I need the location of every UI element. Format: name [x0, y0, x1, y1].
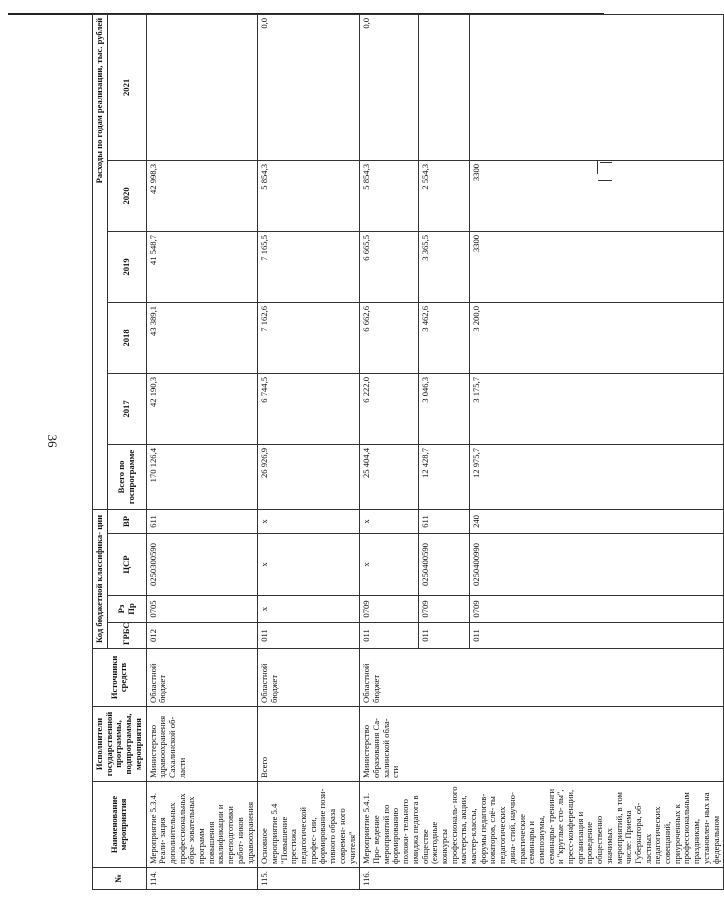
expenses-table [92, 14, 724, 890]
header-name: Наименование мероприятия [93, 782, 147, 868]
row-total: 26 926,9 [258, 444, 360, 509]
row-2019: 3 365,5 [418, 231, 469, 302]
header-budget-code: Код бюджетной классифика- ции [93, 509, 108, 648]
row-name: Мероприятие 5.3.4. Реали- зация дополнительных профессиональных обра- зовательных программ повышения квалификации и переподготовки работ- ников здравоохранения [146, 782, 258, 868]
row-rzpr: x [258, 596, 360, 623]
header-source: Источники средств [93, 649, 147, 707]
row-total: 12 428,7 [418, 444, 469, 509]
header-csr: ЦСР [107, 534, 146, 596]
row-total: 25 404,4 [360, 444, 419, 509]
row-2017: 3 175,7 [469, 373, 724, 444]
header-2021: 2021 [107, 14, 146, 160]
header-vr: ВР [107, 509, 146, 533]
rotated-table-container [92, 17, 721, 890]
row-2020: 42 998,3 [146, 160, 258, 231]
table-row [146, 14, 258, 889]
header-executor: Исполнители государственной программы, подпрограммы, мероприятия [93, 707, 147, 782]
row-2018: 6 662,6 [360, 302, 419, 373]
row-rzpr: 0709 [418, 596, 469, 623]
row-grbs: 011 [258, 623, 360, 649]
row-vr: 611 [146, 509, 258, 533]
row-grbs: 012 [146, 623, 258, 649]
row-2020: 2 554,3 [418, 160, 469, 231]
row-vr: 240 [469, 509, 724, 533]
row-executor: Министерство образования Са- халинской обла- сти [360, 707, 724, 782]
row-vr: x [258, 509, 360, 533]
row-grbs: 011 [469, 623, 724, 649]
row-2018: 3 200,0 [469, 302, 724, 373]
row-2020: 3300 [469, 160, 724, 231]
row-grbs: 011 [418, 623, 469, 649]
row-2021: 0,0 [258, 14, 360, 160]
row-2018: 43 389,1 [146, 302, 258, 373]
row-source: Областной бюджет [360, 649, 724, 707]
row-2020: 5 854,3 [258, 160, 360, 231]
row-source: Областной бюджет [258, 649, 360, 707]
table-row [258, 14, 360, 889]
row-num: 116. [360, 868, 724, 890]
row-csr: x [258, 534, 360, 596]
row-rzpr: 0709 [469, 596, 724, 623]
header-2019: 2019 [107, 231, 146, 302]
row-2019: 3300 [469, 231, 724, 302]
header-rzpr: Рз Пр [107, 596, 146, 623]
row-source: Областной бюджет [146, 649, 258, 707]
row-num: 114. [146, 868, 258, 890]
row-vr: 611 [418, 509, 469, 533]
row-name: Основное мероприятие 5.4 "Повышение престижа педагогической профес- сии, формирование пози- тивного образа современ- ного учителя" [258, 782, 360, 868]
row-total: 12 975,7 [469, 444, 724, 509]
row-csr: 0250400590 [418, 534, 469, 596]
header-expenses: Расходы по годам реализации, тыс. рублей [93, 14, 108, 509]
header-row-1 [93, 14, 108, 889]
row-2019: 41 548,7 [146, 231, 258, 302]
row-2019: 6 665,5 [360, 231, 419, 302]
row-csr: 0250300590 [146, 534, 258, 596]
row-2021: 0,0 [360, 14, 419, 160]
row-csr: 0250400990 [469, 534, 724, 596]
page-number: 36 [45, 434, 60, 448]
header-2018: 2018 [107, 302, 146, 373]
row-2019: 7 165,5 [258, 231, 360, 302]
row-grbs: 011 [360, 623, 419, 649]
row-2020: 5 854,3 [360, 160, 419, 231]
row-2021 [146, 14, 258, 160]
row-2017: 6 222,0 [360, 373, 419, 444]
row-vr: x [360, 509, 419, 533]
row-2017: 3 046,3 [418, 373, 469, 444]
row-executor: Министерство здравоохранения Сахалинской об- ласти [146, 707, 258, 782]
row-name: Мероприятие 5.4.1. Про- ведение мероприятий по формированию положи- тельного имиджа педагога в обществе (ежегодные конкурсы профессиональ- ного мастерства, акции, мастер-классы, форумы педагогов-новаторов, слё- ты педагогических дина- стий, научно- практические семинары и симпозиумы, семинары- тренинги и "круглые сто- лы", пресс-конференции, организация и проведение общественно значимых мероприятий, в том числе: Приема Губернатора, об- ластных педагогических совещаний, приуроченных к профессиональным праздникам, установлен- ных на федеральном [360, 782, 724, 868]
row-num: 115. [258, 868, 360, 890]
header-2017: 2017 [107, 373, 146, 444]
row-2017: 6 744,5 [258, 373, 360, 444]
header-2020: 2020 [107, 160, 146, 231]
header-total: Всего по госпрограмме [107, 444, 146, 509]
table-row [360, 14, 419, 889]
row-2021 [469, 14, 724, 160]
row-executor: Всего [258, 707, 360, 782]
row-rzpr: 0709 [360, 596, 419, 623]
row-rzpr: 0705 [146, 596, 258, 623]
row-2021 [418, 14, 469, 160]
row-2018: 7 162,6 [258, 302, 360, 373]
header-num: № [93, 868, 147, 890]
header-grbs: ГРБС [107, 623, 146, 649]
row-csr: x [360, 534, 419, 596]
row-2017: 42 190,3 [146, 373, 258, 444]
row-total: 170 126,4 [146, 444, 258, 509]
row-2018: 3 462,6 [418, 302, 469, 373]
